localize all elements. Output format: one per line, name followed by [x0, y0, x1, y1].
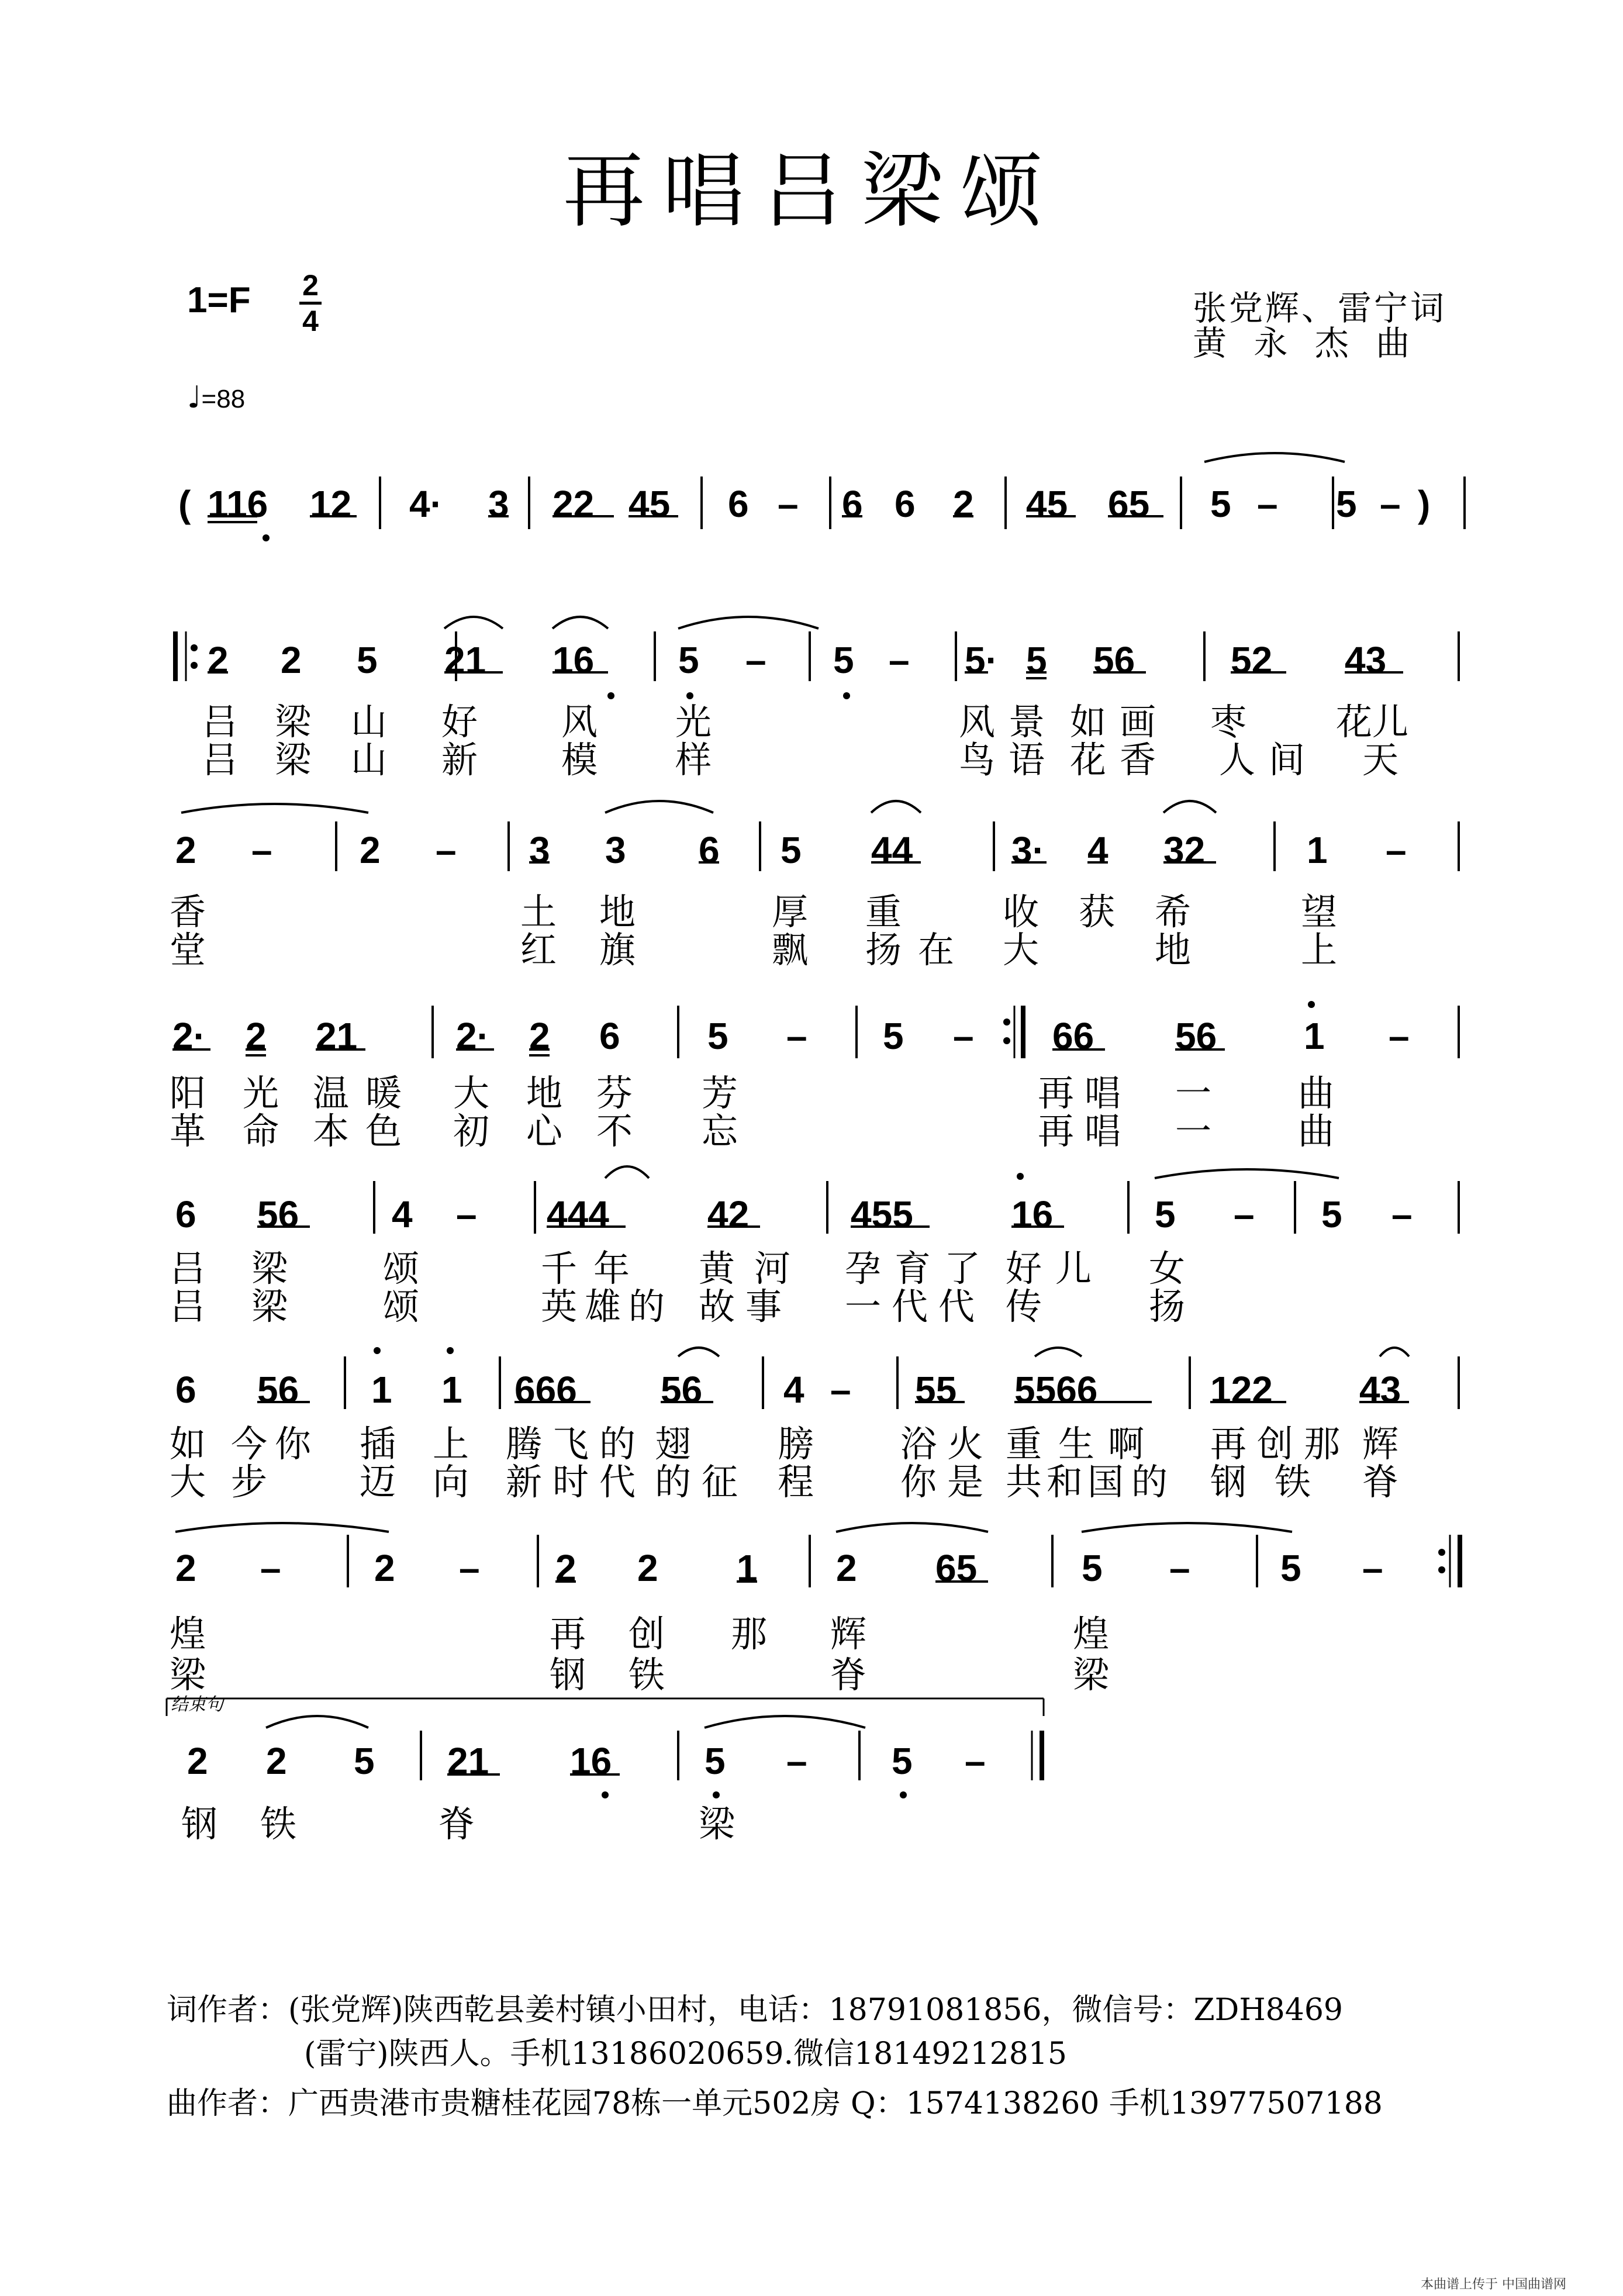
lyric: 浴	[900, 1423, 937, 1465]
lyric: 飘	[772, 928, 809, 971]
lyric: 的	[629, 1285, 665, 1328]
note: 5	[1336, 483, 1357, 525]
note: 5	[354, 1740, 375, 1782]
lyric: 腾	[506, 1423, 543, 1465]
lyric: 间	[1269, 738, 1306, 781]
note: 5	[892, 1740, 913, 1782]
slur	[1380, 1348, 1409, 1356]
note: 5	[707, 1015, 728, 1057]
note: 6	[842, 483, 863, 525]
lyric: 色	[365, 1110, 402, 1152]
lyric: 扬	[865, 928, 902, 971]
note: 3	[605, 829, 626, 871]
lyric: 梁	[170, 1653, 206, 1696]
lyric: 和	[1047, 1461, 1083, 1503]
note: 2	[529, 1015, 550, 1057]
note: 5566	[1014, 1369, 1098, 1411]
note: 16	[570, 1740, 612, 1782]
lyric: 再	[550, 1613, 586, 1655]
dash: –	[456, 1193, 477, 1235]
lyric: 插	[360, 1423, 396, 1465]
lyricist-credit: 张党辉、雷宁词	[1193, 288, 1447, 328]
lyric: 心	[526, 1110, 563, 1152]
note: 1	[441, 1369, 462, 1411]
dash: –	[251, 829, 272, 871]
lyric: 光	[243, 1072, 279, 1114]
lyric: 河	[754, 1247, 791, 1290]
dash: –	[786, 1015, 807, 1057]
dash: –	[778, 483, 799, 525]
lyric: 初	[453, 1110, 490, 1152]
tempo-value: =88	[201, 385, 246, 413]
note: 3·	[1011, 829, 1045, 871]
lyric: 了	[944, 1247, 981, 1290]
lyric: 创	[1257, 1423, 1294, 1465]
lyric: 希	[1155, 890, 1192, 933]
lyric: 不	[596, 1110, 633, 1152]
lyric: 时	[552, 1461, 589, 1503]
lyric: 革	[170, 1110, 206, 1152]
lyric: 梁	[699, 1803, 735, 1845]
lyric: 创	[629, 1613, 665, 1655]
note: 56	[1175, 1015, 1217, 1057]
slur	[678, 1348, 719, 1356]
lyric: 征	[702, 1461, 738, 1503]
dash: –	[459, 1547, 480, 1589]
octave-dot	[191, 644, 198, 651]
lyric: 花	[1070, 738, 1107, 781]
lyric: 脊	[1362, 1461, 1399, 1503]
lyric: 你	[275, 1423, 312, 1465]
lyric: 千	[541, 1247, 578, 1290]
note: 44	[871, 829, 913, 871]
note: 5	[1210, 483, 1231, 525]
lyric: 那	[1304, 1423, 1341, 1465]
lyric: 暖	[365, 1072, 402, 1114]
octave-dot	[843, 692, 850, 699]
lyric: 大	[1003, 928, 1040, 971]
lyric: 吕	[170, 1285, 206, 1328]
lyric: 花儿	[1336, 700, 1409, 743]
lyric: 地	[599, 890, 636, 933]
lyric: 故	[699, 1285, 735, 1328]
note: 455	[851, 1193, 913, 1235]
note: 2·	[456, 1015, 489, 1057]
note: 2·	[172, 1015, 206, 1057]
lyric: 山	[351, 738, 388, 781]
lyric: 颂	[383, 1247, 420, 1290]
lyric: 生	[1058, 1423, 1095, 1465]
note: 16	[1011, 1193, 1054, 1235]
lyric: 那	[731, 1613, 768, 1655]
octave-dot	[1003, 1018, 1010, 1026]
lyric: 铁	[260, 1803, 297, 1845]
lyric: 语	[1009, 738, 1045, 781]
note: 2	[281, 639, 302, 681]
note: 5	[833, 639, 854, 681]
lyric: 钢	[1210, 1461, 1247, 1503]
lyric: 重	[1006, 1423, 1042, 1465]
dash: –	[1169, 1547, 1190, 1589]
lyric: 女	[1149, 1247, 1186, 1290]
lyric: 黄	[699, 1247, 735, 1290]
note: 2	[637, 1547, 658, 1589]
lyric: 铁	[1275, 1461, 1311, 1503]
lyric: 曲	[1298, 1110, 1335, 1152]
lyric: 年	[593, 1247, 630, 1290]
lyric: 地	[526, 1072, 563, 1114]
note: 2	[246, 1015, 267, 1057]
slur	[1155, 1169, 1339, 1178]
lyric: 辉	[1362, 1423, 1399, 1465]
lyric: 迈	[360, 1461, 396, 1503]
lyric: 再	[1038, 1110, 1075, 1152]
note: 6	[175, 1369, 196, 1411]
octave-dot	[1308, 1001, 1315, 1008]
lyric: 香	[170, 890, 206, 933]
lyric: 梁	[275, 700, 312, 743]
lyric: 程	[778, 1461, 814, 1503]
lyric: 命	[243, 1110, 279, 1152]
lyric: 红	[520, 928, 557, 971]
lyric: 温	[313, 1072, 350, 1114]
lyric: 上	[1301, 928, 1338, 971]
lyric: 火	[947, 1423, 984, 1465]
note: 2	[208, 639, 229, 681]
dash: –	[260, 1547, 281, 1589]
note: 21	[316, 1015, 358, 1057]
slur	[836, 1523, 988, 1532]
lyric: 新	[506, 1461, 543, 1503]
note: 16	[552, 639, 595, 681]
note: 65	[935, 1547, 978, 1589]
dash: –	[1386, 829, 1407, 871]
lyric: 煌	[1073, 1613, 1110, 1655]
lyric: 获	[1079, 890, 1116, 933]
lyric: 向	[433, 1461, 469, 1503]
footer-line-3: 曲作者：广西贵港市贵糖桂花园78栋一单元502房 Q：1574138260 手机13977507188	[167, 2086, 1383, 2121]
note: 4	[392, 1193, 413, 1235]
note: (	[178, 483, 191, 525]
note: 666	[514, 1369, 577, 1411]
lyric: 一	[1175, 1072, 1212, 1114]
lyric: 翅	[655, 1423, 692, 1465]
note: 42	[707, 1193, 750, 1235]
note: 22	[552, 483, 595, 525]
lyric: 曲	[1298, 1072, 1335, 1114]
slur	[605, 801, 713, 813]
dash: –	[745, 639, 766, 681]
lyric: 国	[1087, 1461, 1124, 1503]
key-signature: 1=F	[187, 280, 251, 320]
lyric: 芬	[596, 1072, 633, 1114]
footer-line-1: 词作者：(张党辉)陕西乾县姜村镇小田村，电话：18791081856，微信号：ZDH8469	[167, 1993, 1344, 2028]
lyric: 好	[441, 700, 478, 743]
lyric: 膀	[778, 1423, 814, 1465]
octave-dot	[607, 692, 614, 699]
time-top: 2	[302, 269, 319, 302]
note: 5	[781, 829, 802, 871]
note: 2	[175, 1547, 196, 1589]
note: 21	[444, 639, 486, 681]
lyric: 本	[313, 1110, 350, 1152]
lyric: 大	[453, 1072, 490, 1114]
note: 6	[599, 1015, 620, 1057]
dash: –	[1257, 483, 1278, 525]
note: 1	[1307, 829, 1328, 871]
lyric: 再	[1210, 1423, 1247, 1465]
dash: –	[889, 639, 910, 681]
lyric: 大	[170, 1461, 206, 1503]
lyric: 钢	[550, 1653, 586, 1696]
lyric: 雄	[585, 1285, 621, 1328]
octave-dot	[191, 662, 198, 669]
lyric: 忘	[702, 1110, 738, 1152]
slur	[605, 1166, 649, 1178]
lyric: 梁	[1073, 1653, 1110, 1696]
note: 5·	[965, 639, 998, 681]
slur	[1082, 1523, 1292, 1532]
lyric: 脊	[830, 1653, 867, 1696]
lyric: 梁	[275, 738, 312, 781]
lyric: 风	[959, 700, 996, 743]
lyric: 梁	[251, 1285, 288, 1328]
lyric: 英	[541, 1285, 578, 1328]
lyric: 代	[938, 1285, 975, 1328]
lyric: 堂	[170, 928, 206, 971]
lyric: 唱	[1085, 1072, 1121, 1114]
lyric: 的	[599, 1423, 636, 1465]
slur	[678, 617, 819, 629]
lyric: 一	[1175, 1110, 1212, 1152]
dash: –	[830, 1369, 851, 1411]
note: 2	[266, 1740, 287, 1782]
lyric: 一	[845, 1285, 882, 1328]
lyric: 望	[1301, 890, 1338, 933]
lyric: 天	[1362, 738, 1399, 781]
lyric: 画	[1120, 700, 1156, 743]
octave-dot	[1438, 1566, 1445, 1573]
quarter-note-icon: ♩	[187, 380, 202, 415]
footer-line-2: (雷宁)陕西人。手机13186020659.微信18149212815	[304, 2036, 1067, 2071]
octave-dot	[1438, 1549, 1445, 1556]
dash: –	[436, 829, 457, 871]
slur	[266, 1716, 368, 1728]
composer-credit: 黄 永 杰 曲	[1193, 323, 1418, 363]
lyric: 啊	[1108, 1423, 1145, 1465]
note: 55	[915, 1369, 957, 1411]
note: 12	[310, 483, 352, 525]
lyric: 土	[520, 890, 557, 933]
lyric: 吕	[170, 1247, 206, 1290]
dash: –	[953, 1015, 974, 1057]
lyric: 在	[918, 928, 955, 971]
slur	[1035, 1348, 1082, 1356]
octave-dot	[900, 1791, 907, 1798]
note: 6	[728, 483, 749, 525]
note: 65	[1108, 483, 1150, 525]
lyric: 传	[1006, 1285, 1042, 1328]
note: 4·	[409, 483, 443, 525]
lyric: 育	[895, 1247, 931, 1290]
lyric: 重	[865, 890, 902, 933]
lyric: 上	[433, 1423, 469, 1465]
dash: –	[1362, 1547, 1383, 1589]
watermark: 本曲谱上传于 中国曲谱网	[1421, 2277, 1566, 2292]
lyric: 光	[675, 700, 712, 743]
lyric: 唱	[1085, 1110, 1121, 1152]
lyric: 新	[441, 738, 478, 781]
note: 45	[629, 483, 671, 525]
song-title: 再唱吕梁颂	[562, 144, 1060, 239]
lyric: 厚	[772, 890, 809, 933]
lyric: 颂	[383, 1285, 420, 1328]
note: 2	[555, 1547, 576, 1589]
note: 45	[1026, 483, 1068, 525]
note: 5	[1026, 639, 1047, 681]
note: 1	[1304, 1015, 1325, 1057]
note: 5	[1082, 1547, 1103, 1589]
lyric: 脊	[438, 1803, 475, 1845]
lyric: 芳	[702, 1072, 738, 1114]
note: 2	[374, 1547, 395, 1589]
slur	[444, 617, 503, 629]
note: 2	[953, 483, 974, 525]
note: 4	[1087, 829, 1109, 871]
octave-dot	[1017, 1173, 1024, 1180]
lyric: 辉	[830, 1613, 867, 1655]
lyric: 儿	[1055, 1247, 1092, 1290]
dash: –	[1234, 1193, 1255, 1235]
slur	[181, 804, 368, 813]
lyric: 的	[655, 1461, 692, 1503]
note: 6	[699, 829, 720, 871]
note: 56	[661, 1369, 703, 1411]
note: 56	[1093, 639, 1135, 681]
note: 1	[737, 1547, 758, 1589]
note: 116	[208, 483, 268, 525]
octave-dot	[1003, 1037, 1010, 1044]
note: 56	[257, 1369, 299, 1411]
lyric: 景	[1009, 700, 1045, 743]
lyric: 飞	[552, 1423, 589, 1465]
lyric: 代	[599, 1461, 636, 1503]
lyric: 步	[231, 1461, 268, 1503]
note: 3	[488, 483, 509, 525]
lyric: 阳	[170, 1072, 206, 1114]
slur	[705, 1716, 865, 1728]
lyric: 事	[745, 1285, 782, 1328]
slur	[871, 801, 921, 813]
note: 6	[175, 1193, 196, 1235]
lyric: 再	[1038, 1072, 1075, 1114]
ending-label: 结束句	[171, 1694, 223, 1715]
dash: –	[965, 1740, 986, 1782]
note: 56	[257, 1193, 299, 1235]
lyric: 人	[1219, 738, 1256, 781]
lyric: 模	[561, 738, 598, 781]
dash: –	[786, 1740, 807, 1782]
note: 5	[678, 639, 699, 681]
lyric: 香	[1120, 738, 1156, 781]
note: 5	[1321, 1193, 1342, 1235]
note: 6	[895, 483, 916, 525]
note: 122	[1210, 1369, 1273, 1411]
lyric: 你	[900, 1461, 937, 1503]
note: 5	[1155, 1193, 1176, 1235]
lyric: 地	[1155, 928, 1192, 971]
dash: –	[1391, 1193, 1413, 1235]
note: 1	[371, 1369, 392, 1411]
note: 2	[360, 829, 381, 871]
lyric: 吕	[202, 738, 239, 781]
note: 5	[705, 1740, 726, 1782]
note: 5	[883, 1015, 904, 1057]
note: 43	[1345, 639, 1387, 681]
note: 5	[1280, 1547, 1301, 1589]
lyric: 收	[1003, 890, 1040, 933]
slur	[175, 1523, 389, 1532]
note: 43	[1359, 1369, 1401, 1411]
lyric: 煌	[170, 1613, 206, 1655]
lyric: 代	[892, 1285, 928, 1328]
lyric: 吕	[202, 700, 239, 743]
note: 66	[1052, 1015, 1094, 1057]
note: 444	[547, 1193, 609, 1235]
lyric: 孕	[845, 1247, 882, 1290]
octave-dot	[263, 534, 270, 541]
slur	[552, 617, 608, 629]
note: 2	[187, 1740, 208, 1782]
octave-dot	[602, 1791, 609, 1798]
slur	[1204, 453, 1345, 462]
lyric: 共	[1006, 1461, 1042, 1503]
lyric: 钢	[181, 1803, 218, 1845]
lyric: 扬	[1149, 1285, 1186, 1328]
dash: –	[1380, 483, 1401, 525]
note: 3	[529, 829, 550, 871]
lyric: 鸟	[959, 738, 996, 781]
paren: )	[1418, 483, 1431, 525]
lyric: 如	[170, 1423, 206, 1465]
note: 5	[357, 639, 378, 681]
lyric: 是	[947, 1461, 984, 1503]
slur	[1163, 801, 1216, 813]
octave-dot	[447, 1347, 454, 1354]
dash: –	[1389, 1015, 1410, 1057]
note: 2	[175, 829, 196, 871]
lyric: 如	[1070, 700, 1107, 743]
lyric: 风	[561, 700, 598, 743]
lyric: 旗	[599, 928, 636, 971]
note: 4	[783, 1369, 804, 1411]
lyric: 梁	[251, 1247, 288, 1290]
lyric: 好	[1006, 1247, 1042, 1290]
octave-dot	[374, 1347, 381, 1354]
note: 52	[1231, 639, 1273, 681]
note: 32	[1163, 829, 1206, 871]
lyric: 的	[1131, 1461, 1168, 1503]
time-bottom: 4	[302, 305, 319, 337]
lyric: 样	[675, 738, 712, 781]
lyric: 枣	[1210, 700, 1247, 743]
lyric: 铁	[629, 1653, 665, 1696]
lyric: 山	[351, 700, 388, 743]
lyric: 今	[231, 1423, 268, 1465]
note: 2	[836, 1547, 857, 1589]
note: 21	[447, 1740, 489, 1782]
